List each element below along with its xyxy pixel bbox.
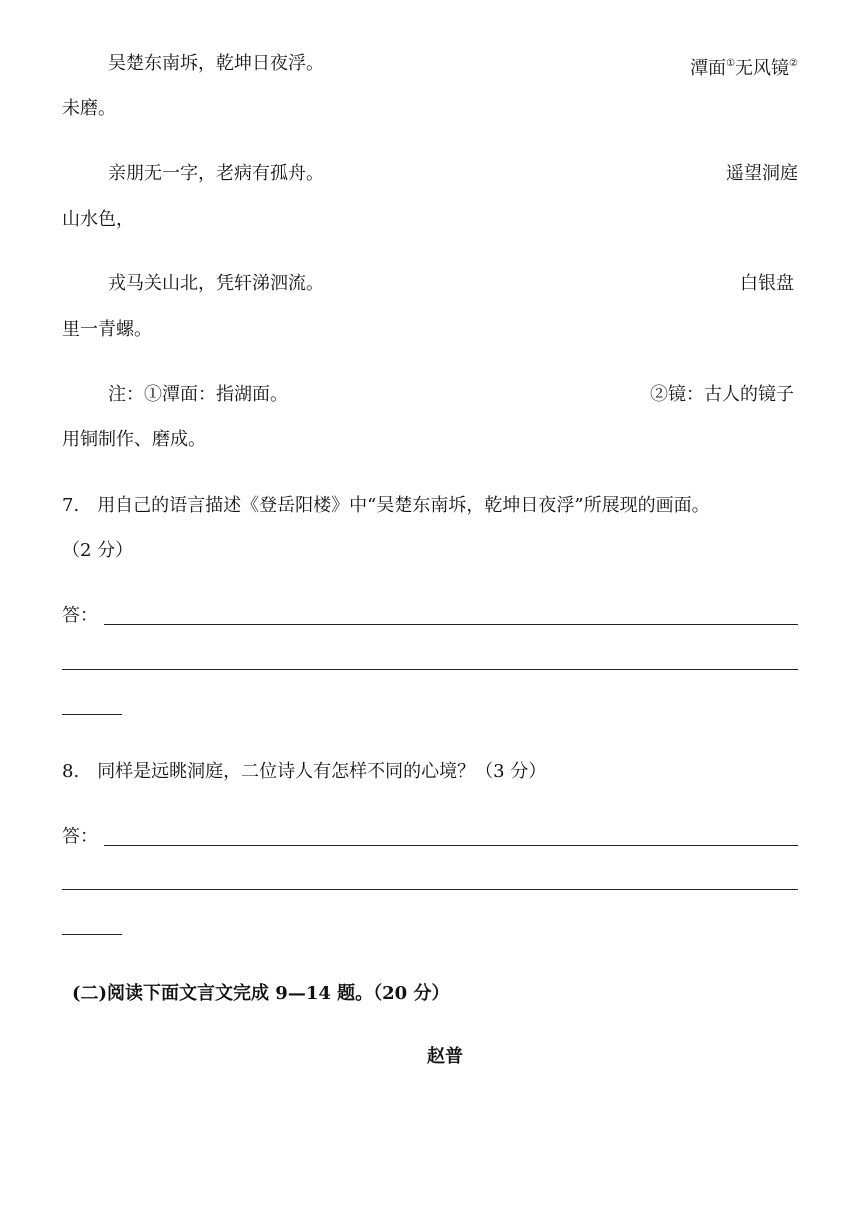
poem-line-3-wrap: 里一青螺。 bbox=[62, 319, 152, 340]
question-7-number: 7. bbox=[62, 495, 80, 516]
poem-line-2-right: 遥望洞庭 bbox=[726, 163, 798, 184]
poem-line-1-wrap: 未磨。 bbox=[62, 98, 116, 119]
poem-line-1-right bbox=[690, 52, 798, 81]
question-7 bbox=[62, 494, 710, 518]
poem-line-1-left: 吴楚东南坼，乾坤日夜浮。 bbox=[108, 53, 324, 74]
section-heading: (二)阅读下面文言文完成 9—14 题。（20 分） bbox=[72, 983, 450, 1004]
poem-line-3-left: 戎马关山北，凭轩涕泗流。 bbox=[108, 273, 324, 294]
question-8-text: 同样是远眺洞庭，二位诗人有怎样不同的心境？（3 分） bbox=[97, 761, 547, 782]
answer-8-label: 答： bbox=[62, 826, 98, 847]
question-8-number: 8. bbox=[62, 761, 80, 782]
poem-line-3-right: 白银盘 bbox=[740, 273, 794, 294]
answer-7-line-3[interactable] bbox=[62, 714, 122, 715]
footnote-marker-2: ② bbox=[789, 58, 798, 69]
answer-8-line-2[interactable] bbox=[62, 889, 798, 890]
poem-line-2-left: 亲朋无一字，老病有孤舟。 bbox=[108, 163, 324, 184]
poem-line-2-wrap: 山水色， bbox=[62, 209, 134, 230]
answer-7-label: 答： bbox=[62, 605, 98, 626]
answer-8-line-3[interactable] bbox=[62, 934, 122, 935]
note-right: ②镜：古人的镜子 bbox=[650, 384, 794, 405]
poem-line-1-right-a: 潭面 bbox=[690, 58, 727, 79]
answer-7-line-2[interactable] bbox=[62, 669, 798, 670]
passage-title: 赵普 bbox=[427, 1046, 463, 1067]
question-8 bbox=[62, 760, 546, 784]
footnote-marker-1: ① bbox=[726, 58, 736, 69]
note-left: 注：①潭面：指湖面。 bbox=[108, 384, 288, 405]
question-7-text: 用自己的语言描述《登岳阳楼》中“吴楚东南坼，乾坤日夜浮”所展现的画面。 bbox=[97, 495, 710, 516]
question-7-score: （2 分） bbox=[62, 540, 134, 561]
poem-line-1-right-b: 无风镜 bbox=[735, 58, 790, 79]
answer-8-line-1[interactable] bbox=[104, 845, 798, 846]
note-wrap: 用铜制作、磨成。 bbox=[62, 429, 206, 450]
answer-7-line-1[interactable] bbox=[104, 624, 798, 625]
